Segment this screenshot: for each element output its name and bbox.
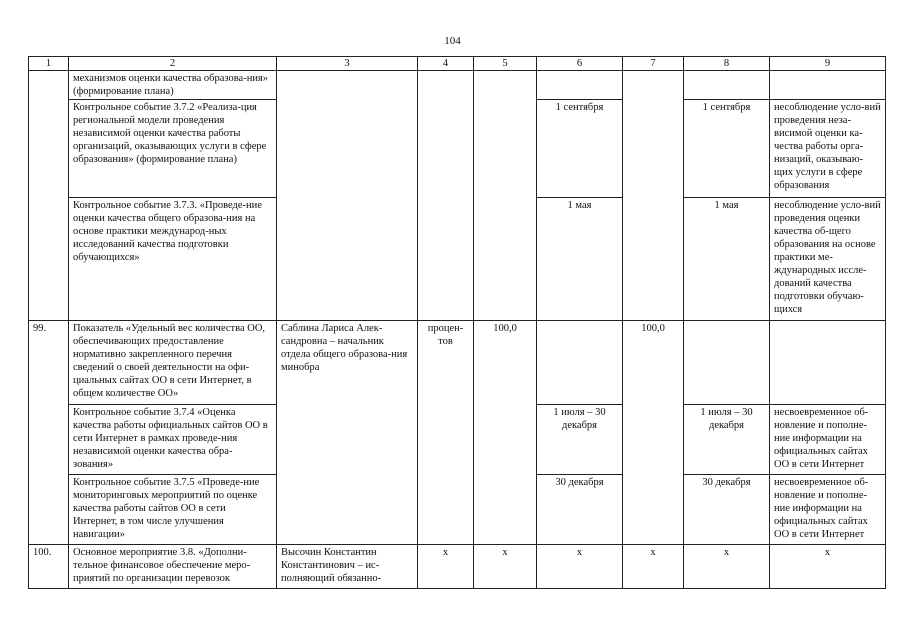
- value-cell: [474, 71, 537, 321]
- unit-cell: x: [418, 545, 474, 589]
- date-cell: 1 мая: [684, 198, 770, 321]
- plan-table: [28, 56, 886, 589]
- column-number-row: [29, 57, 886, 71]
- date-cell: 1 сентября: [684, 100, 770, 198]
- description-cell: Контрольное событие 3.7.2 «Реализа-ция региональной модели проведения независимой оценки качества работы организаций, оказывающих услуги в сфере образования» (формирование плана): [69, 100, 277, 198]
- date-cell: x: [684, 545, 770, 589]
- risk-cell: несвоевременное об-новление и пополне-ние информации на официальных сайтах ОО в сети Интернет: [770, 475, 886, 545]
- description-cell: Показатель «Удельный вес количества ОО, обеспечивающих предоставление нормативно закрепленного перечня сведений о своей деятельности на офи-циальных сайтах ОО в сети Интернет, в общем количестве ОО»: [69, 321, 277, 405]
- row-number-cell: 100.: [29, 545, 69, 589]
- column-number: 7: [623, 57, 684, 71]
- risk-cell: несоблюдение усло-вий проведения оценки качества об-щего образования на основе практики ме-ждународных иссле-дований качества подготовки обучаю-щихся: [770, 198, 886, 321]
- table-row: [29, 71, 886, 100]
- date-cell: 30 декабря: [684, 475, 770, 545]
- risk-cell: [770, 71, 886, 100]
- column-number: 8: [684, 57, 770, 71]
- date-cell: [537, 321, 623, 405]
- description-cell: Контрольное событие 3.7.4 «Оценка качества работы официальных сайтов ОО в сети Интернет в рамках проведе-ния независимой оценки качества обра-зования»: [69, 405, 277, 475]
- column-number: 5: [474, 57, 537, 71]
- column-number: 4: [418, 57, 474, 71]
- page-number: 104: [444, 35, 461, 47]
- unit-cell: [418, 71, 474, 321]
- date-cell: [684, 321, 770, 405]
- column-number: 9: [770, 57, 886, 71]
- date-cell: 1 сентября: [537, 100, 623, 198]
- date-cell: [537, 71, 623, 100]
- value-cell: 100,0: [623, 321, 684, 545]
- description-cell: Контрольное событие 3.7.3. «Проведе-ние оценки качества общего образова-ния на основе практики международ-ных исследований качества подготовки обучающихся»: [69, 198, 277, 321]
- date-cell: 30 декабря: [537, 475, 623, 545]
- description-cell: Контрольное событие 3.7.5 «Проведе-ние мониторинговых мероприятий по оценке качества работы сайтов ОО в сети Интернет, в том числе улучшения навигации»: [69, 475, 277, 545]
- value-cell: [623, 71, 684, 321]
- value-cell: x: [474, 545, 537, 589]
- table-row: [29, 321, 886, 405]
- risk-cell: [770, 321, 886, 405]
- column-number: 6: [537, 57, 623, 71]
- date-cell: 1 июля – 30 декабря: [537, 405, 623, 475]
- date-cell: 1 июля – 30 декабря: [684, 405, 770, 475]
- risk-cell: несоблюдение усло-вий проведения неза-висимой оценки ка-чества работы орга-низаций, оказываю-щих услуги в сфере образования: [770, 100, 886, 198]
- description-cell: Основное мероприятие 3.8. «Дополни-тельное финансовое обеспечение меро-приятий по организации перевозок: [69, 545, 277, 589]
- column-number: 2: [69, 57, 277, 71]
- responsible-cell: Саблина Лариса Алек-сандровна – начальник отдела общего образова-ния минобра: [277, 321, 418, 545]
- table-row: [29, 545, 886, 589]
- description-cell: механизмов оценки качества образова-ния» (формирование плана): [69, 71, 277, 100]
- row-number-cell: 99.: [29, 321, 69, 545]
- responsible-cell: [277, 71, 418, 321]
- risk-cell: несвоевременное об-новление и пополне-ние информации на официальных сайтах ОО в сети Интернет: [770, 405, 886, 475]
- row-number-cell: [29, 71, 69, 321]
- column-number: 3: [277, 57, 418, 71]
- column-number: 1: [29, 57, 69, 71]
- date-cell: [684, 71, 770, 100]
- risk-cell: x: [770, 545, 886, 589]
- responsible-cell: Высочин Константин Константинович – ис-полняющий обязанно-: [277, 545, 418, 589]
- date-cell: 1 мая: [537, 198, 623, 321]
- date-cell: x: [537, 545, 623, 589]
- value-cell: x: [623, 545, 684, 589]
- unit-cell: процен-тов: [418, 321, 474, 545]
- value-cell: 100,0: [474, 321, 537, 545]
